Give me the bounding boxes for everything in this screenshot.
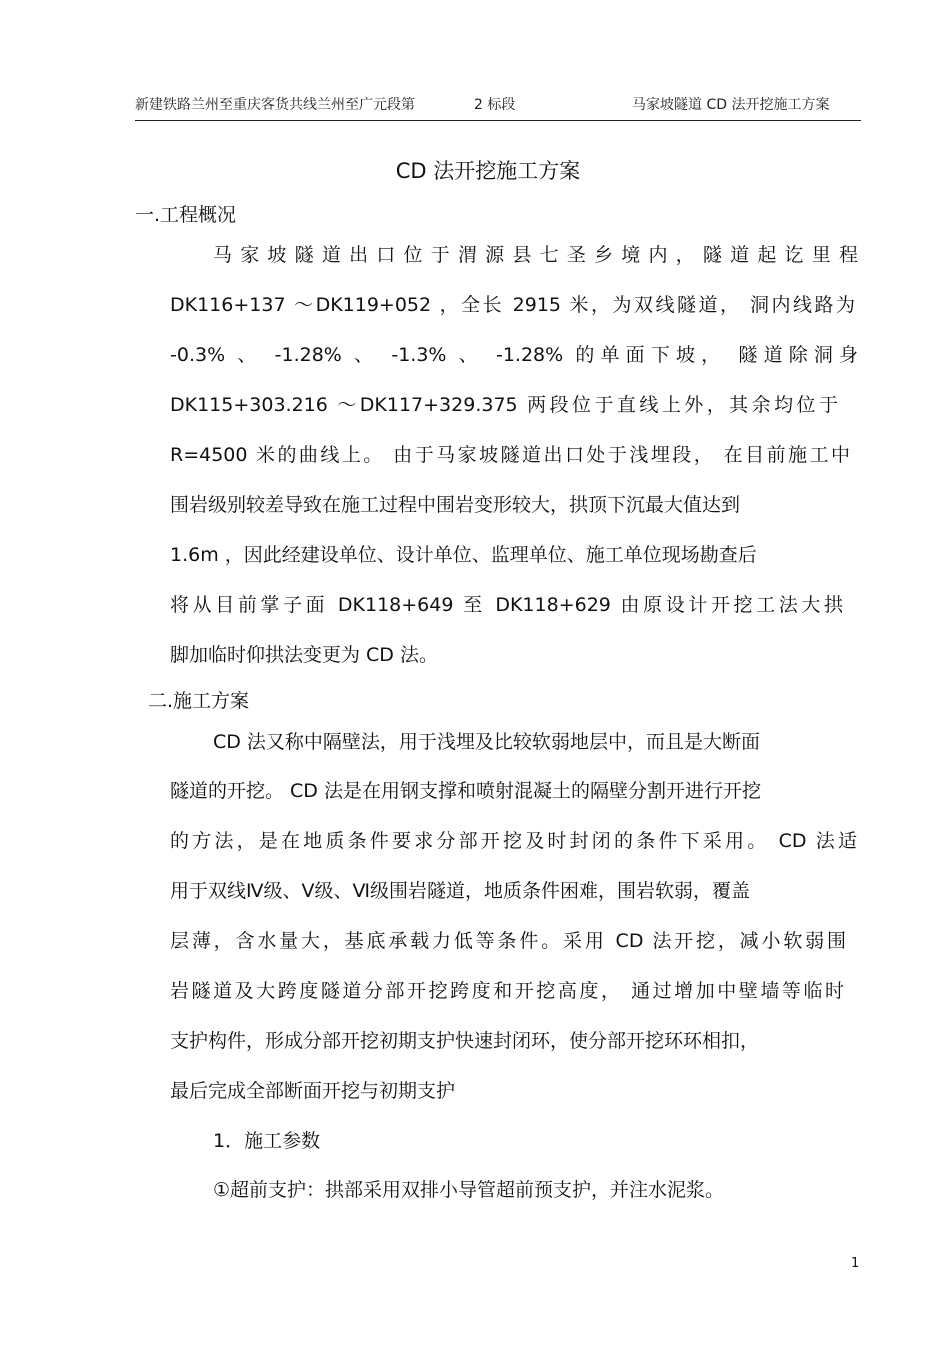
document-title: CD 法开挖施工方案	[395, 159, 581, 183]
section1-line-6: 围岩级别较差导致在施工过程中围岩变形较大，拱顶下沉最大值达到	[170, 494, 741, 516]
section2-line-5: 层薄，含水量大，基底承载力低等条件。采用 CD 法开挖，减小软弱围	[170, 930, 846, 952]
section1-line-1: 马家坡隧道出口位于渭源县七圣乡境内，隧道起讫里程	[213, 244, 858, 266]
section2-item-1: ①超前支护：拱部采用双排小导管超前预支护，并注水泥浆。	[213, 1179, 725, 1201]
section2-line-2: 隧道的开挖。 CD 法是在用钢支撑和喷射混凝土的隔壁分割开进行开挖	[170, 780, 761, 802]
page-number: 1	[851, 1256, 860, 1271]
section2-heading: 二.施工方案	[148, 690, 250, 712]
section1-line-2: DK116+137 ～DK119+052 ，全长 2915 米，为双线隧道， 洞内线路为	[170, 294, 855, 316]
section2-line-1: CD 法又称中隔壁法，用于浅埋及比较软弱地层中，而且是大断面	[213, 731, 760, 753]
section1-line-4: DK115+303.216 ～DK117+329.375 两段位于直线上外，其余均位于	[170, 394, 838, 416]
section1-heading: 一.工程概况	[135, 204, 237, 226]
section1-line-7: 1.6m ，因此经建设单位、设计单位、监理单位、施工单位现场勘查后	[170, 544, 757, 566]
section1-line-3: -0.3% 、 -1.28% 、 -1.3% 、 -1.28% 的单面下坡， 隧道除洞身	[170, 344, 858, 366]
section2-line-8: 最后完成全部断面开挖与初期支护	[170, 1080, 456, 1102]
header-rule	[135, 120, 861, 121]
header-middle: 2 标段	[474, 97, 516, 113]
section2-line-6: 岩隧道及大跨度隧道分部开挖跨度和开挖高度， 通过增加中壁墙等临时	[170, 980, 844, 1002]
section1-line-9: 脚加临时仰拱法变更为 CD 法。	[170, 644, 438, 666]
section2-line-3: 的方法，是在地质条件要求分部开挖及时封闭的条件下采用。 CD 法适	[170, 830, 857, 852]
header-left: 新建铁路兰州至重庆客货共线兰州至广元段第	[135, 97, 415, 113]
section2-line-4: 用于双线Ⅳ级、Ⅴ级、Ⅵ级围岩隧道，地质条件困难，围岩软弱，覆盖	[170, 880, 751, 902]
section2-line-7: 支护构件，形成分部开挖初期支护快速封闭环，使分部开挖环环相扣，	[170, 1030, 760, 1052]
section1-line-8: 将从目前掌子面 DK118+649 至 DK118+629 由原设计开挖工法大拱	[170, 594, 843, 616]
header-right: 马家坡隧道 CD 法开挖施工方案	[632, 97, 830, 113]
section2-subheading: 1．施工参数	[213, 1130, 321, 1152]
section1-line-5: R=4500 米的曲线上。 由于马家坡隧道出口处于浅埋段， 在目前施工中	[170, 444, 850, 466]
